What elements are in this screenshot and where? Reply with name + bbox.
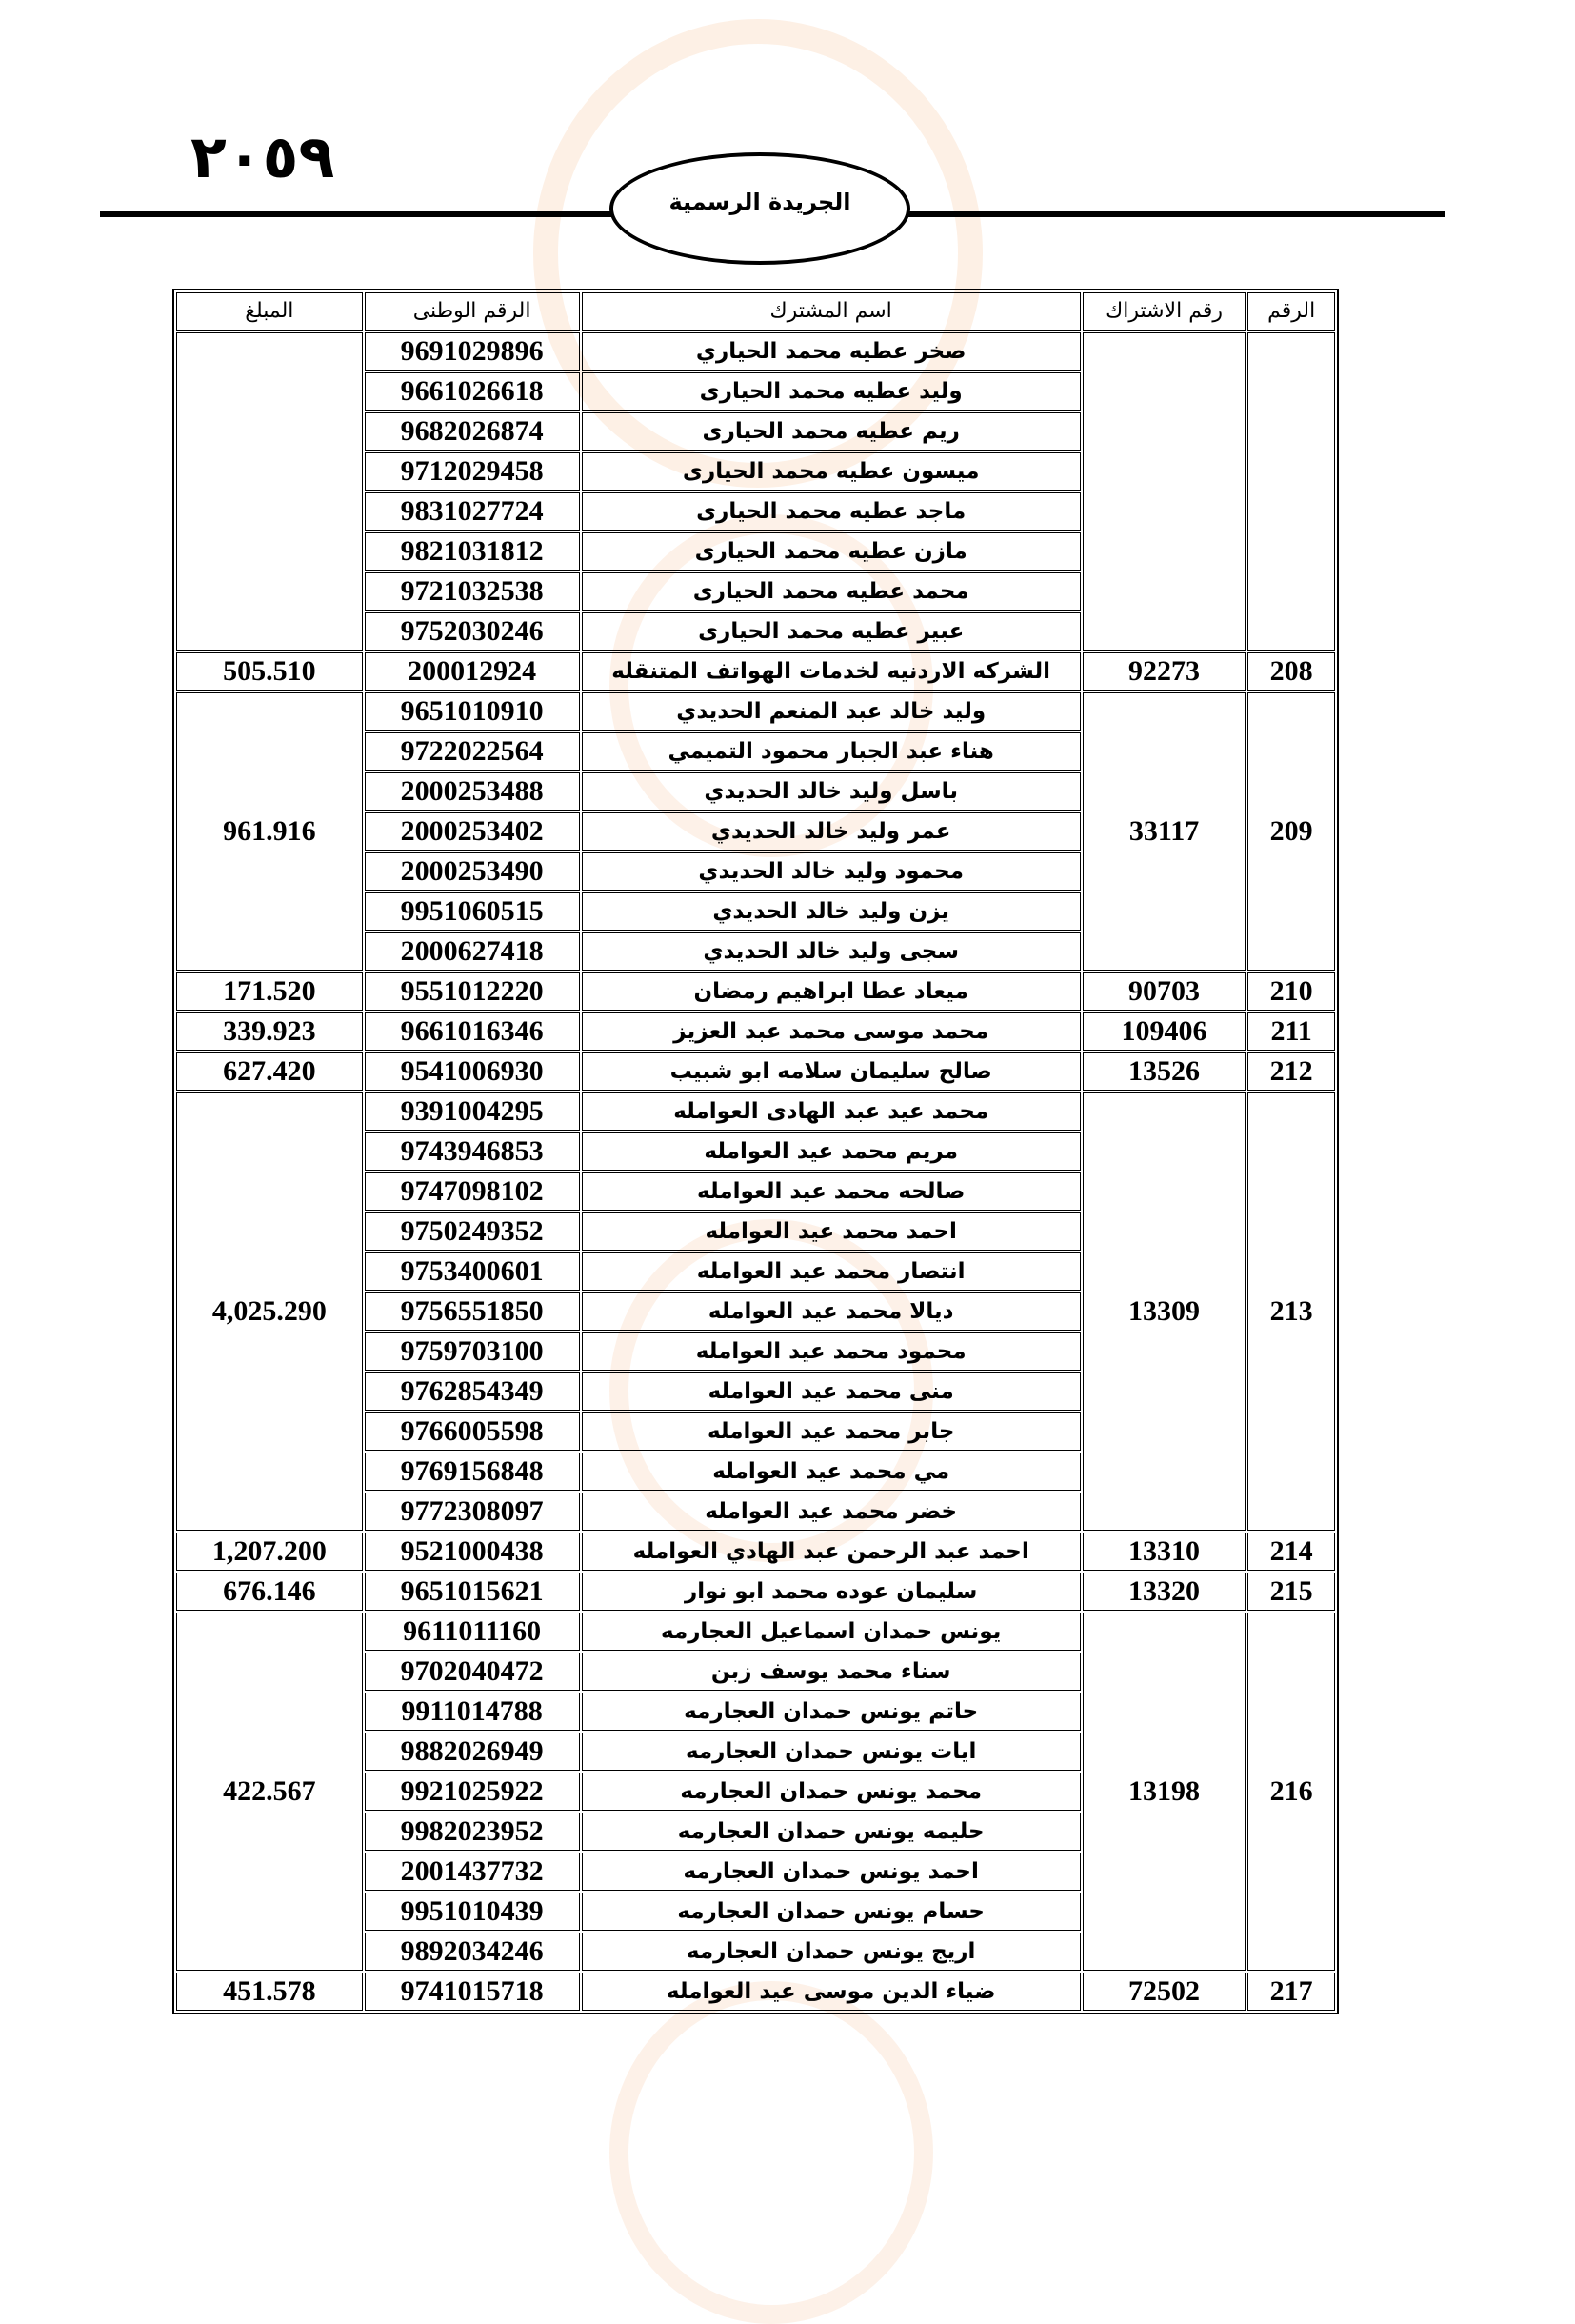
column-header-no: الرقم [1247, 292, 1335, 331]
row-number-cell: 209 [1247, 692, 1335, 971]
subscriber-name-cell: احمد عبد الرحمن عبد الهادي العوامله [582, 1533, 1081, 1571]
national-id-cell: 9722022564 [365, 732, 580, 771]
national-id-cell: 9712029458 [365, 452, 580, 491]
table-row [176, 1573, 1335, 1611]
national-id-cell: 9721032538 [365, 572, 580, 611]
subscriber-name-cell: سجى وليد خالد الحديدي [582, 932, 1081, 971]
amount-cell: 676.146 [176, 1573, 363, 1611]
national-id-cell: 9551012220 [365, 972, 580, 1011]
national-id-cell: 9756551850 [365, 1292, 580, 1331]
subscriber-name-cell: هناء عبد الجبار محمود التميمي [582, 732, 1081, 771]
subscription-number-cell: 13320 [1083, 1573, 1246, 1611]
national-id-cell: 2000253402 [365, 812, 580, 851]
subscriber-name-cell: ميسون عطيه محمد الحيارى [582, 452, 1081, 491]
subscriber-name-cell: عمر وليد خالد الحديدي [582, 812, 1081, 851]
national-id-cell: 9651010910 [365, 692, 580, 731]
watermark-clock [609, 1981, 933, 2324]
subscriber-name-cell: عبير عطيه محمد الحيارى [582, 612, 1081, 651]
row-number-cell: 208 [1247, 652, 1335, 691]
national-id-cell: 9661026618 [365, 372, 580, 411]
row-number-cell: 215 [1247, 1573, 1335, 1611]
subscriber-name-cell: صالحه محمد عيد العوامله [582, 1172, 1081, 1211]
national-id-cell: 2000253488 [365, 772, 580, 811]
national-id-cell: 9831027724 [365, 492, 580, 531]
subscriber-name-cell: ريم عطيه محمد الحيارى [582, 412, 1081, 451]
national-id-cell: 9982023952 [365, 1813, 580, 1851]
gazette-title-oval [609, 152, 910, 265]
subscriber-name-cell: حاتم يونس حمدان العجارمه [582, 1693, 1081, 1731]
column-header-name: اسم المشترك [582, 292, 1081, 331]
row-number-cell [1247, 332, 1335, 651]
national-id-cell: 9747098102 [365, 1172, 580, 1211]
subscriber-name-cell: وليد خالد عبد المنعم الحديدي [582, 692, 1081, 731]
column-header-subscription: رقم الاشتراك [1083, 292, 1246, 331]
national-id-cell: 9741015718 [365, 1973, 580, 2011]
subscription-number-cell: 13526 [1083, 1052, 1246, 1091]
row-number-cell: 217 [1247, 1973, 1335, 2011]
table-row [176, 652, 1335, 691]
national-id-cell: 9921025922 [365, 1773, 580, 1811]
national-id-cell: 9651015621 [365, 1573, 580, 1611]
national-id-cell: 9661016346 [365, 1012, 580, 1051]
subscriber-name-cell: يزن وليد خالد الحديدي [582, 892, 1081, 931]
table-row [176, 332, 1335, 371]
national-id-cell: 9766005598 [365, 1412, 580, 1451]
national-id-cell: 9762854349 [365, 1372, 580, 1411]
row-number-cell: 214 [1247, 1533, 1335, 1571]
national-id-cell: 9753400601 [365, 1252, 580, 1291]
amount-cell: 4,025.290 [176, 1092, 363, 1531]
national-id-cell: 9682026874 [365, 412, 580, 451]
subscribers-table [172, 289, 1339, 2014]
table-row [176, 1092, 1335, 1131]
table-row [176, 1533, 1335, 1571]
amount-cell: 627.420 [176, 1052, 363, 1091]
table-row [176, 972, 1335, 1011]
subscriber-name-cell: صالح سليمان سلامه ابو شبيب [582, 1052, 1081, 1091]
subscriber-name-cell: يونس حمدان اسماعيل العجارمه [582, 1613, 1081, 1651]
national-id-cell: 9541006930 [365, 1052, 580, 1091]
table-row [176, 692, 1335, 731]
national-id-cell: 9821031812 [365, 532, 580, 571]
subscriber-name-cell: محمد عيد عبد الهادى العوامله [582, 1092, 1081, 1131]
subscriber-name-cell: جابر محمد عيد العوامله [582, 1412, 1081, 1451]
subscription-number-cell: 90703 [1083, 972, 1246, 1011]
subscriber-name-cell: باسل وليد خالد الحديدي [582, 772, 1081, 811]
subscription-number-cell: 33117 [1083, 692, 1246, 971]
table-row [176, 1613, 1335, 1651]
subscriber-name-cell: مي محمد عيد العوامله [582, 1452, 1081, 1491]
page-number: ٢٠٥٩ [190, 122, 335, 191]
gazette-title: الجريدة الرسمية [668, 189, 851, 215]
subscriber-name-cell: صخر عطيه محمد الحياري [582, 332, 1081, 371]
national-id-cell: 9911014788 [365, 1693, 580, 1731]
subscriber-name-cell: الشركه الاردنيه لخدمات الهواتف المتنقله [582, 652, 1081, 691]
row-number-cell: 212 [1247, 1052, 1335, 1091]
national-id-cell: 9772308097 [365, 1493, 580, 1531]
subscription-number-cell: 72502 [1083, 1973, 1246, 2011]
amount-cell: 451.578 [176, 1973, 363, 2011]
national-id-cell: 200012924 [365, 652, 580, 691]
national-id-cell: 9951060515 [365, 892, 580, 931]
subscriber-name-cell: محمد يونس حمدان العجارمه [582, 1773, 1081, 1811]
subscriber-name-cell: مريم محمد عيد العوامله [582, 1132, 1081, 1171]
national-id-cell: 9702040472 [365, 1653, 580, 1691]
national-id-cell: 9769156848 [365, 1452, 580, 1491]
national-id-cell: 9391004295 [365, 1092, 580, 1131]
subscriber-name-cell: محمد موسى محمد عبد العزيز [582, 1012, 1081, 1051]
national-id-cell: 2000253490 [365, 852, 580, 891]
column-header-national-id: الرقم الوطنى [365, 292, 580, 331]
row-number-cell: 216 [1247, 1613, 1335, 1971]
amount-cell: 961.916 [176, 692, 363, 971]
subscription-number-cell: 92273 [1083, 652, 1246, 691]
subscriber-name-cell: مازن عطيه محمد الحيارى [582, 532, 1081, 571]
subscriber-name-cell: حليمه يونس حمدان العجارمه [582, 1813, 1081, 1851]
national-id-cell: 9743946853 [365, 1132, 580, 1171]
amount-cell [176, 332, 363, 651]
subscriber-name-cell: محمود وليد خالد الحديدي [582, 852, 1081, 891]
national-id-cell: 9691029896 [365, 332, 580, 371]
column-header-amount: المبلغ [176, 292, 363, 331]
national-id-cell: 9759703100 [365, 1332, 580, 1371]
subscriber-name-cell: ايات يونس حمدان العجارمه [582, 1733, 1081, 1771]
national-id-cell: 2001437732 [365, 1853, 580, 1891]
national-id-cell: 9521000438 [365, 1533, 580, 1571]
national-id-cell: 9882026949 [365, 1733, 580, 1771]
national-id-cell: 9611011160 [365, 1613, 580, 1651]
subscriber-name-cell: سليمان عوده محمد ابو نوار [582, 1573, 1081, 1611]
subscriber-name-cell: انتصار محمد عيد العوامله [582, 1252, 1081, 1291]
national-id-cell: 9752030246 [365, 612, 580, 651]
subscription-number-cell: 13309 [1083, 1092, 1246, 1531]
subscriber-name-cell: وليد عطيه محمد الحيارى [582, 372, 1081, 411]
row-number-cell: 210 [1247, 972, 1335, 1011]
amount-cell: 1,207.200 [176, 1533, 363, 1571]
subscriber-name-cell: ميعاد عطا ابراهيم رمضان [582, 972, 1081, 1011]
national-id-cell: 9750249352 [365, 1212, 580, 1251]
table-row [176, 1012, 1335, 1051]
national-id-cell: 2000627418 [365, 932, 580, 971]
subscriber-name-cell: احمد محمد عيد العوامله [582, 1212, 1081, 1251]
subscriber-name-cell: اريج يونس حمدان العجارمه [582, 1933, 1081, 1971]
subscriber-name-cell: ديالا محمد عيد العوامله [582, 1292, 1081, 1331]
subscriber-name-cell: خضر محمد عيد العوامله [582, 1493, 1081, 1531]
subscriber-name-cell: منى محمد عيد العوامله [582, 1372, 1081, 1411]
subscriber-name-cell: ماجد عطيه محمد الحيارى [582, 492, 1081, 531]
amount-cell: 422.567 [176, 1613, 363, 1971]
table-row [176, 1052, 1335, 1091]
subscriber-name-cell: محمود محمد عيد العوامله [582, 1332, 1081, 1371]
subscriber-name-cell: ضياء الدين موسى عيد العوامله [582, 1973, 1081, 2011]
subscriber-name-cell: محمد عطيه محمد الحيارى [582, 572, 1081, 611]
table-header-row [176, 292, 1335, 331]
row-number-cell: 213 [1247, 1092, 1335, 1531]
amount-cell: 505.510 [176, 652, 363, 691]
subscriber-name-cell: احمد يونس حمدان العجارمه [582, 1853, 1081, 1891]
subscription-number-cell: 13198 [1083, 1613, 1246, 1971]
row-number-cell: 211 [1247, 1012, 1335, 1051]
subscriber-name-cell: سناء محمد يوسف زبن [582, 1653, 1081, 1691]
subscription-number-cell [1083, 332, 1246, 651]
subscription-number-cell: 109406 [1083, 1012, 1246, 1051]
national-id-cell: 9892034246 [365, 1933, 580, 1971]
amount-cell: 339.923 [176, 1012, 363, 1051]
subscriber-name-cell: حسام يونس حمدان العجارمه [582, 1893, 1081, 1931]
subscription-number-cell: 13310 [1083, 1533, 1246, 1571]
table-row [176, 1973, 1335, 2011]
national-id-cell: 9951010439 [365, 1893, 580, 1931]
amount-cell: 171.520 [176, 972, 363, 1011]
